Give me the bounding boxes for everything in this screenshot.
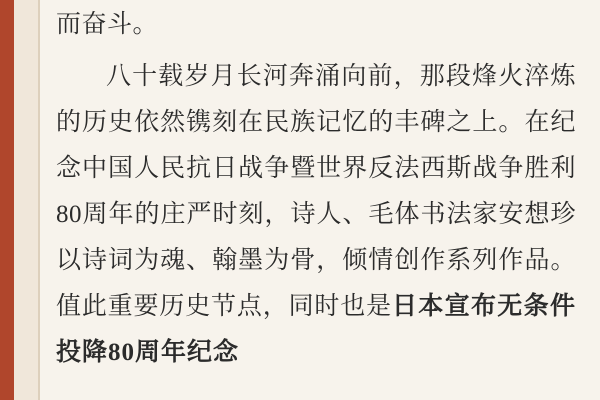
article-body — [56, 0, 576, 400]
left-border-band — [0, 0, 14, 400]
paragraph-main-emphasis: 日本宣布无条件投降80周年纪念 — [56, 293, 576, 366]
paragraph-fragment-tail: 而奋斗。 — [56, 11, 159, 38]
left-border-inner — [14, 0, 38, 400]
paragraph-main — [56, 48, 576, 376]
left-border-rule — [38, 0, 40, 400]
paragraph-main-lead: 八十载岁月长河奔涌向前，那段烽火淬炼的历史依然镌刻在民族记忆的丰碑之上。在纪念中国人民抗日战争暨世界反法西斯战争胜利80周年的庄严时刻，诗人、毛体书法家安想珍以诗词为魂、翰墨为骨，倾情创作系列作品。值此重要历史节点，同时也是 — [56, 63, 576, 320]
